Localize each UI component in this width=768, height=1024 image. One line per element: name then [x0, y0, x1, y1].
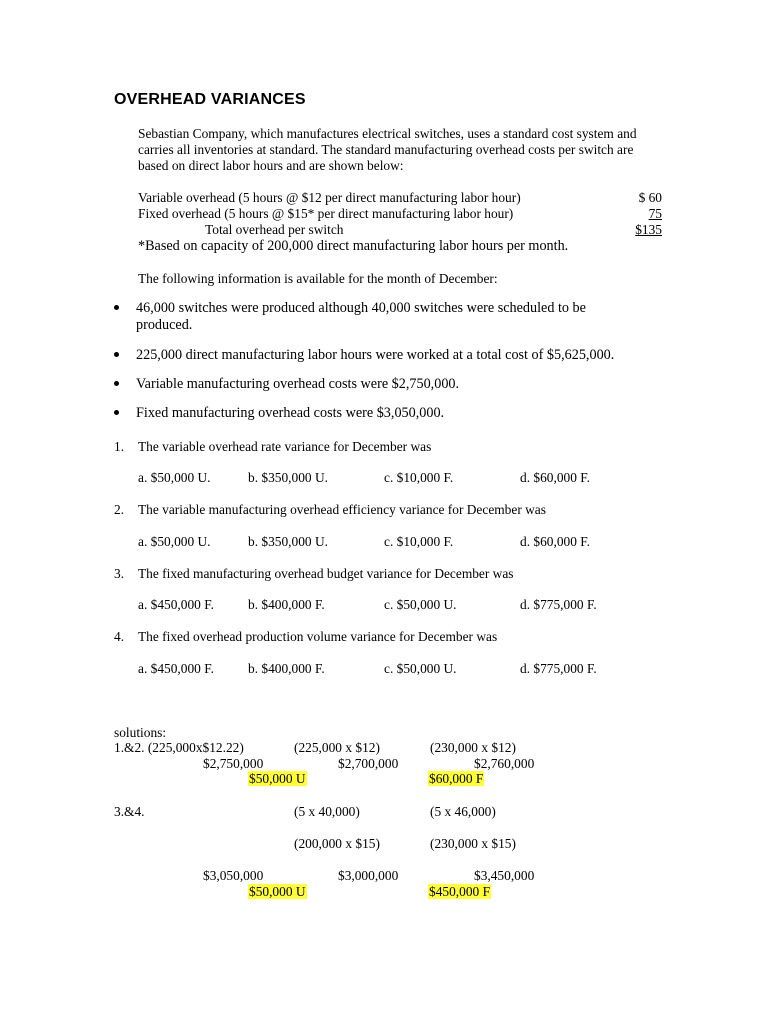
- bullet-1-line-2: produced.: [136, 317, 193, 333]
- question-2-option-b: b. $350,000 U.: [248, 534, 328, 549]
- fixed-overhead-value: 75: [648, 206, 662, 221]
- variable-overhead-value: $ 60: [638, 190, 662, 205]
- solution-34-label: 3.&4.: [114, 804, 145, 819]
- question-4-option-c: c. $50,000 U.: [384, 661, 457, 676]
- question-1-text: The variable overhead rate variance for December was: [138, 439, 432, 454]
- total-overhead-value: $135: [635, 222, 662, 237]
- solution-12-variance-1: $50,000 U: [249, 771, 306, 786]
- solution-34-col2-b: (200,000 x $15): [294, 836, 380, 851]
- question-4-option-d: d. $775,000 F.: [520, 661, 597, 676]
- intro-line-3: based on direct labor hours and are shown below:: [138, 158, 404, 173]
- bullet-icon: [114, 352, 119, 357]
- bullet-4: Fixed manufacturing overhead costs were $3,050,000.: [136, 405, 445, 421]
- solution-34-value-3: $3,450,000: [474, 868, 535, 883]
- solution-34-col3-a: (5 x 46,000): [430, 804, 496, 819]
- variable-overhead-label: Variable overhead (5 hours @ $12 per direct manufacturing labor hour): [138, 190, 521, 205]
- bullet-icon: [114, 305, 119, 310]
- question-1-option-a: a. $50,000 U.: [138, 470, 211, 485]
- question-2-text: The variable manufacturing overhead efficiency variance for December was: [138, 502, 546, 517]
- solution-12-value-3: $2,760,000: [474, 756, 535, 771]
- page-title: OVERHEAD VARIANCES: [114, 91, 306, 108]
- question-1-option-d: d. $60,000 F.: [520, 470, 590, 485]
- question-2-option-a: a. $50,000 U.: [138, 534, 211, 549]
- question-4-number: 4.: [114, 629, 125, 644]
- bullet-icon: [114, 410, 119, 415]
- bullet-icon: [114, 381, 119, 386]
- solution-12-label: 1.&2. (225,000x$12.22): [114, 740, 244, 755]
- question-2-number: 2.: [114, 502, 125, 517]
- question-1-number: 1.: [114, 439, 125, 454]
- solution-34-col3-b: (230,000 x $15): [430, 836, 516, 851]
- question-3-option-a: a. $450,000 F.: [138, 597, 214, 612]
- question-3-option-c: c. $50,000 U.: [384, 597, 457, 612]
- question-3-option-d: d. $775,000 F.: [520, 597, 597, 612]
- bullet-2: 225,000 direct manufacturing labor hours were worked at a total cost of $5,625,000.: [136, 347, 615, 363]
- solution-34-value-2: $3,000,000: [338, 868, 399, 883]
- intro-line-2: carries all inventories at standard. The standard manufacturing overhead costs per switch are: [138, 142, 634, 157]
- solution-34-variance-1: $50,000 U: [249, 884, 306, 899]
- question-3-text: The fixed manufacturing overhead budget variance for December was: [138, 566, 514, 581]
- question-3-number: 3.: [114, 566, 125, 581]
- solution-12-col2: (225,000 x $12): [294, 740, 380, 755]
- info-line: The following information is available for the month of December:: [138, 271, 498, 286]
- capacity-footnote: *Based on capacity of 200,000 direct manufacturing labor hours per month.: [138, 238, 569, 254]
- solution-12-value-1: $2,750,000: [203, 756, 264, 771]
- question-3-option-b: b. $400,000 F.: [248, 597, 325, 612]
- intro-line-1: Sebastian Company, which manufactures electrical switches, uses a standard cost system and: [138, 126, 637, 141]
- fixed-overhead-label: Fixed overhead (5 hours @ $15* per direct manufacturing labor hour): [138, 206, 514, 221]
- total-overhead-label: Total overhead per switch: [205, 222, 344, 237]
- question-1-option-b: b. $350,000 U.: [248, 470, 328, 485]
- solution-34-col2-a: (5 x 40,000): [294, 804, 360, 819]
- solution-12-variance-2: $60,000 F: [429, 771, 484, 786]
- question-4-text: The fixed overhead production volume variance for December was: [138, 629, 498, 644]
- question-2-option-c: c. $10,000 F.: [384, 534, 454, 549]
- question-4-option-b: b. $400,000 F.: [248, 661, 325, 676]
- solutions-heading: solutions:: [114, 725, 167, 740]
- bullet-1-line-1: 46,000 switches were produced although 40,000 switches were scheduled to be: [136, 300, 586, 316]
- solution-12-value-2: $2,700,000: [338, 756, 399, 771]
- solution-34-variance-2: $450,000 F: [429, 884, 491, 899]
- question-1-option-c: c. $10,000 F.: [384, 470, 454, 485]
- solution-12-col3: (230,000 x $12): [430, 740, 516, 755]
- question-2-option-d: d. $60,000 F.: [520, 534, 590, 549]
- question-4-option-a: a. $450,000 F.: [138, 661, 214, 676]
- bullet-3: Variable manufacturing overhead costs were $2,750,000.: [136, 376, 460, 392]
- solution-34-value-1: $3,050,000: [203, 868, 264, 883]
